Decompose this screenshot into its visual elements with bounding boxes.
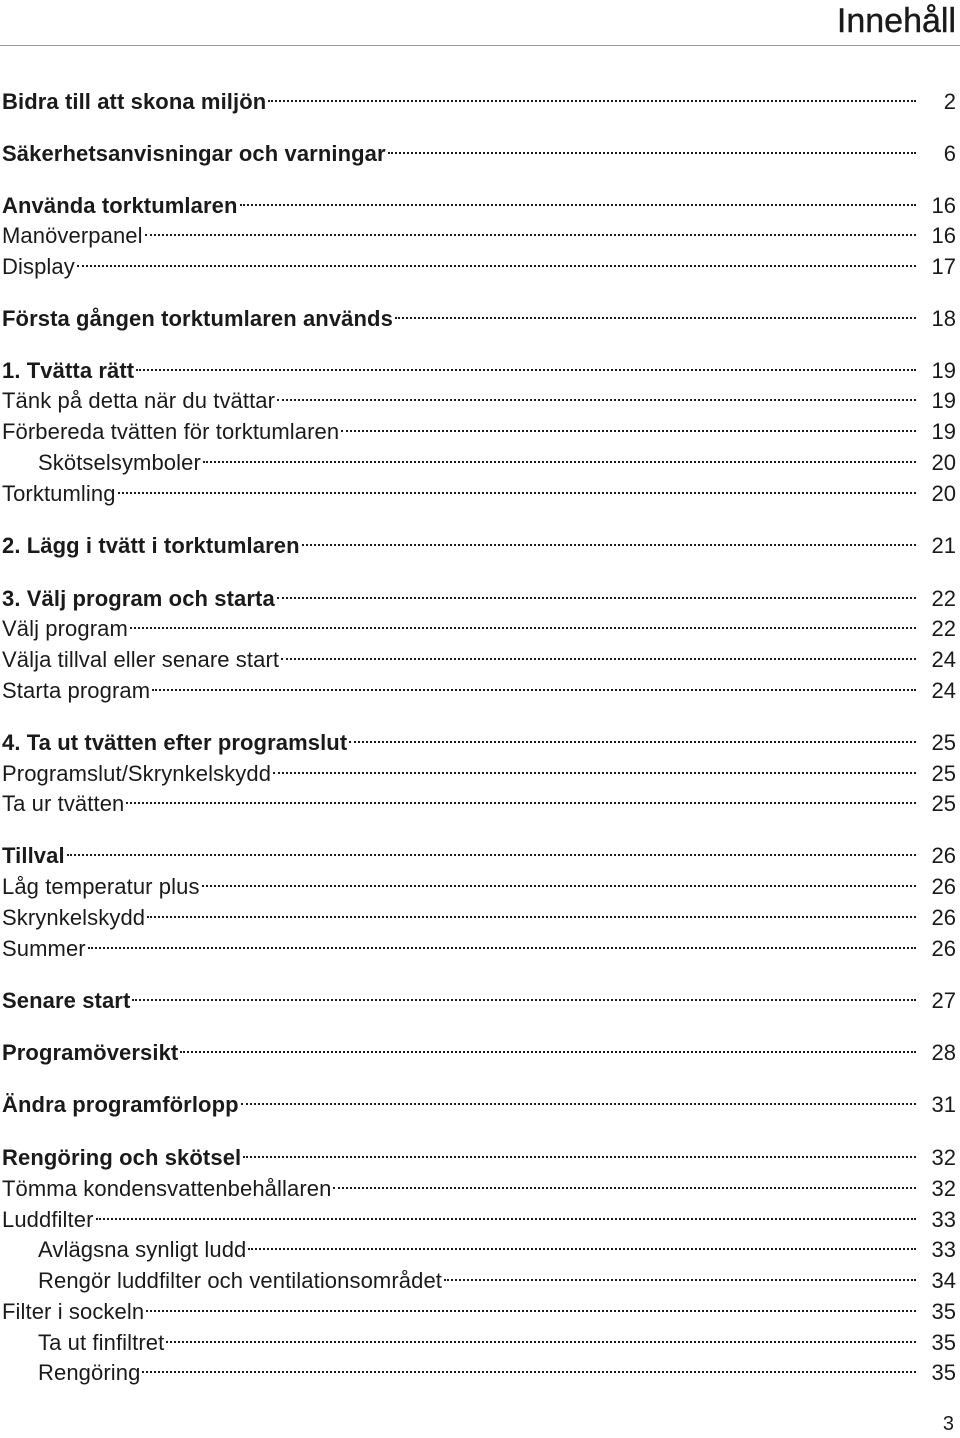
toc-entry[interactable] xyxy=(38,1227,956,1262)
toc-dot-leader xyxy=(96,1197,916,1227)
toc-dot-leader xyxy=(240,183,917,213)
toc-entry-page: 25 xyxy=(931,761,956,786)
toc-entry-label: Välja tillval eller senare start xyxy=(2,647,280,672)
toc-dot-leader xyxy=(142,1350,916,1380)
toc-entry-label: Programslut/Skrynkelskydd xyxy=(2,761,272,786)
toc-dot-leader xyxy=(302,523,916,553)
toc-entry[interactable] xyxy=(2,576,956,611)
toc-entry-label: Luddfilter xyxy=(2,1207,94,1232)
toc-entry-page: 32 xyxy=(931,1176,956,1201)
toc-entry-page: 24 xyxy=(931,647,956,672)
toc-entry-label: Display xyxy=(2,254,75,279)
toc-dot-leader xyxy=(388,131,916,161)
toc-entry-page: 17 xyxy=(931,254,956,279)
toc-entry-label: Använda torktumlaren xyxy=(2,193,238,218)
toc-dot-leader xyxy=(147,895,916,925)
toc-entry-page: 25 xyxy=(931,791,956,816)
toc-entry[interactable] xyxy=(2,606,956,641)
toc-dot-leader xyxy=(132,978,916,1008)
toc-entry[interactable] xyxy=(2,131,956,166)
toc-dot-leader xyxy=(126,781,916,811)
toc-entry-label: Första gången torktumlaren används xyxy=(2,306,393,331)
toc-entry-page: 21 xyxy=(931,533,956,558)
toc-dot-leader xyxy=(277,576,916,606)
toc-entry-page: 32 xyxy=(931,1145,956,1170)
toc-dot-leader xyxy=(277,378,916,408)
toc-entry-label: Starta program xyxy=(2,678,151,703)
toc-entry-page: 25 xyxy=(931,730,956,755)
toc-dot-leader xyxy=(241,1082,916,1112)
toc-entry-page: 19 xyxy=(931,388,956,413)
toc-dot-leader xyxy=(180,1030,916,1060)
toc-entry-label: Manöverpanel xyxy=(2,223,143,248)
toc-entry-label: Tömma kondensvattenbehållaren xyxy=(2,1176,332,1201)
toc-entry-label: Rengöring xyxy=(38,1360,141,1385)
toc-entry-page: 28 xyxy=(931,1040,956,1065)
toc-dot-leader xyxy=(130,606,916,636)
toc-entry[interactable] xyxy=(38,440,956,475)
toc-dot-leader xyxy=(136,348,916,378)
toc-entry-page: 20 xyxy=(931,481,956,506)
toc-entry[interactable] xyxy=(2,978,956,1013)
toc-entry-label: Ta ur tvätten xyxy=(2,791,125,816)
toc-entry-page: 18 xyxy=(931,306,956,331)
toc-entry[interactable] xyxy=(38,1320,956,1355)
toc-entry-page: 20 xyxy=(931,450,956,475)
toc-entry[interactable] xyxy=(2,781,956,816)
toc-entry-page: 26 xyxy=(931,905,956,930)
toc-entry-page: 2 xyxy=(943,89,956,114)
toc-entry-page: 19 xyxy=(931,419,956,444)
toc-dot-leader xyxy=(243,1135,916,1165)
toc-entry-page: 24 xyxy=(931,678,956,703)
toc-entry-label: Programöversikt xyxy=(2,1040,179,1065)
toc-entry-label: Filter i sockeln xyxy=(2,1299,145,1324)
toc-entry-page: 33 xyxy=(931,1207,956,1232)
toc-dot-leader xyxy=(268,79,916,109)
toc-entry-label: 4. Ta ut tvätten efter programslut xyxy=(2,730,348,755)
toc-dot-leader xyxy=(145,213,916,243)
toc-entry[interactable] xyxy=(2,378,956,413)
toc-entry[interactable] xyxy=(2,720,956,755)
toc-entry[interactable] xyxy=(2,523,956,558)
toc-entry-label: Skötselsymboler xyxy=(38,450,201,475)
toc-entry[interactable] xyxy=(2,348,956,383)
toc-dot-leader xyxy=(444,1258,916,1288)
toc-entry[interactable] xyxy=(2,244,956,279)
toc-entry[interactable] xyxy=(2,895,956,930)
toc-dot-leader xyxy=(349,720,916,750)
page-title: Innehåll xyxy=(836,2,956,40)
toc-entry[interactable] xyxy=(2,751,956,786)
toc-entry[interactable] xyxy=(2,1135,956,1170)
toc-entry-label: Senare start xyxy=(2,988,131,1013)
toc-entry-label: 1. Tvätta rätt xyxy=(2,358,135,383)
toc-entry[interactable] xyxy=(2,1289,956,1324)
toc-entry-page: 31 xyxy=(931,1092,956,1117)
toc-entry[interactable] xyxy=(2,864,956,899)
toc-entry[interactable] xyxy=(2,833,956,868)
toc-entry-page: 35 xyxy=(931,1360,956,1385)
toc-entry-page: 6 xyxy=(943,141,956,166)
toc-entry[interactable] xyxy=(2,183,956,218)
toc-entry[interactable] xyxy=(2,1030,956,1065)
toc-entry[interactable] xyxy=(2,1197,956,1232)
toc-entry-label: Ta ut finfiltret xyxy=(38,1330,165,1355)
toc-entry[interactable] xyxy=(38,1258,956,1293)
toc-entry-label: Bidra till att skona miljön xyxy=(2,89,267,114)
toc-dot-leader xyxy=(203,440,916,470)
toc-dot-leader xyxy=(88,926,916,956)
toc-entry-label: Förbereda tvätten för torktumlaren xyxy=(2,419,340,444)
toc-dot-leader xyxy=(273,751,916,781)
toc-entry[interactable] xyxy=(2,926,956,961)
toc-entry-label: Säkerhetsanvisningar och varningar xyxy=(2,141,386,166)
toc-entry-page: 33 xyxy=(931,1237,956,1262)
toc-entry-label: Välj program xyxy=(2,616,128,641)
toc-entry-label: Låg temperatur plus xyxy=(2,874,200,899)
toc-entry-label: Rengöring och skötsel xyxy=(2,1145,242,1170)
toc-entry[interactable] xyxy=(2,1166,956,1201)
toc-entry-label: Rengör luddfilter och ventilationsområdet xyxy=(38,1268,442,1293)
toc-entry[interactable] xyxy=(2,668,956,703)
toc-dot-leader xyxy=(281,637,916,667)
toc-entry-page: 22 xyxy=(931,586,956,611)
toc-dot-leader xyxy=(333,1166,916,1196)
toc-dot-leader xyxy=(77,244,916,274)
toc-entry-label: 2. Lägg i tvätt i torktumlaren xyxy=(2,533,300,558)
toc-entry[interactable] xyxy=(2,637,956,672)
toc-entry[interactable] xyxy=(2,79,956,114)
toc-entry-page: 26 xyxy=(931,843,956,868)
toc-entry-label: Torktumling xyxy=(2,481,116,506)
toc-entry-label: Ändra programförlopp xyxy=(2,1092,239,1117)
toc-dot-leader xyxy=(202,864,916,894)
toc-entry-page: 16 xyxy=(931,193,956,218)
toc-dot-leader xyxy=(152,668,916,698)
toc-entry[interactable] xyxy=(2,471,956,506)
toc-entry-page: 19 xyxy=(931,358,956,383)
toc-entry[interactable] xyxy=(2,409,956,444)
toc-entry-page: 35 xyxy=(931,1299,956,1324)
title-divider xyxy=(0,45,960,46)
toc-dot-leader xyxy=(395,296,916,326)
toc-entry-page: 27 xyxy=(931,988,956,1013)
toc-dot-leader xyxy=(166,1320,916,1350)
toc-entry-label: Summer xyxy=(2,936,86,961)
toc-entry[interactable] xyxy=(2,1082,956,1117)
toc-dot-leader xyxy=(146,1289,916,1319)
toc-dot-leader xyxy=(341,409,916,439)
toc-entry-label: 3. Välj program och starta xyxy=(2,586,275,611)
toc-entry-label: Tänk på detta när du tvättar xyxy=(2,388,276,413)
toc-entry-label: Skrynkelskydd xyxy=(2,905,146,930)
toc-entry-page: 16 xyxy=(931,223,956,248)
toc-dot-leader xyxy=(118,471,916,501)
toc-entry-page: 26 xyxy=(931,874,956,899)
toc-entry-label: Tillval xyxy=(2,843,65,868)
toc-entry[interactable] xyxy=(2,296,956,331)
toc-entry-page: 22 xyxy=(931,616,956,641)
toc-entry-page: 35 xyxy=(931,1330,956,1355)
toc-entry[interactable] xyxy=(2,213,956,248)
toc-entry-label: Avlägsna synligt ludd xyxy=(38,1237,247,1262)
toc-entry-page: 34 xyxy=(931,1268,956,1293)
toc-dot-leader xyxy=(67,833,916,863)
page-number: 3 xyxy=(942,1413,954,1435)
toc-entry[interactable] xyxy=(38,1350,956,1385)
toc-dot-leader xyxy=(248,1227,916,1257)
toc-entry-page: 26 xyxy=(931,936,956,961)
